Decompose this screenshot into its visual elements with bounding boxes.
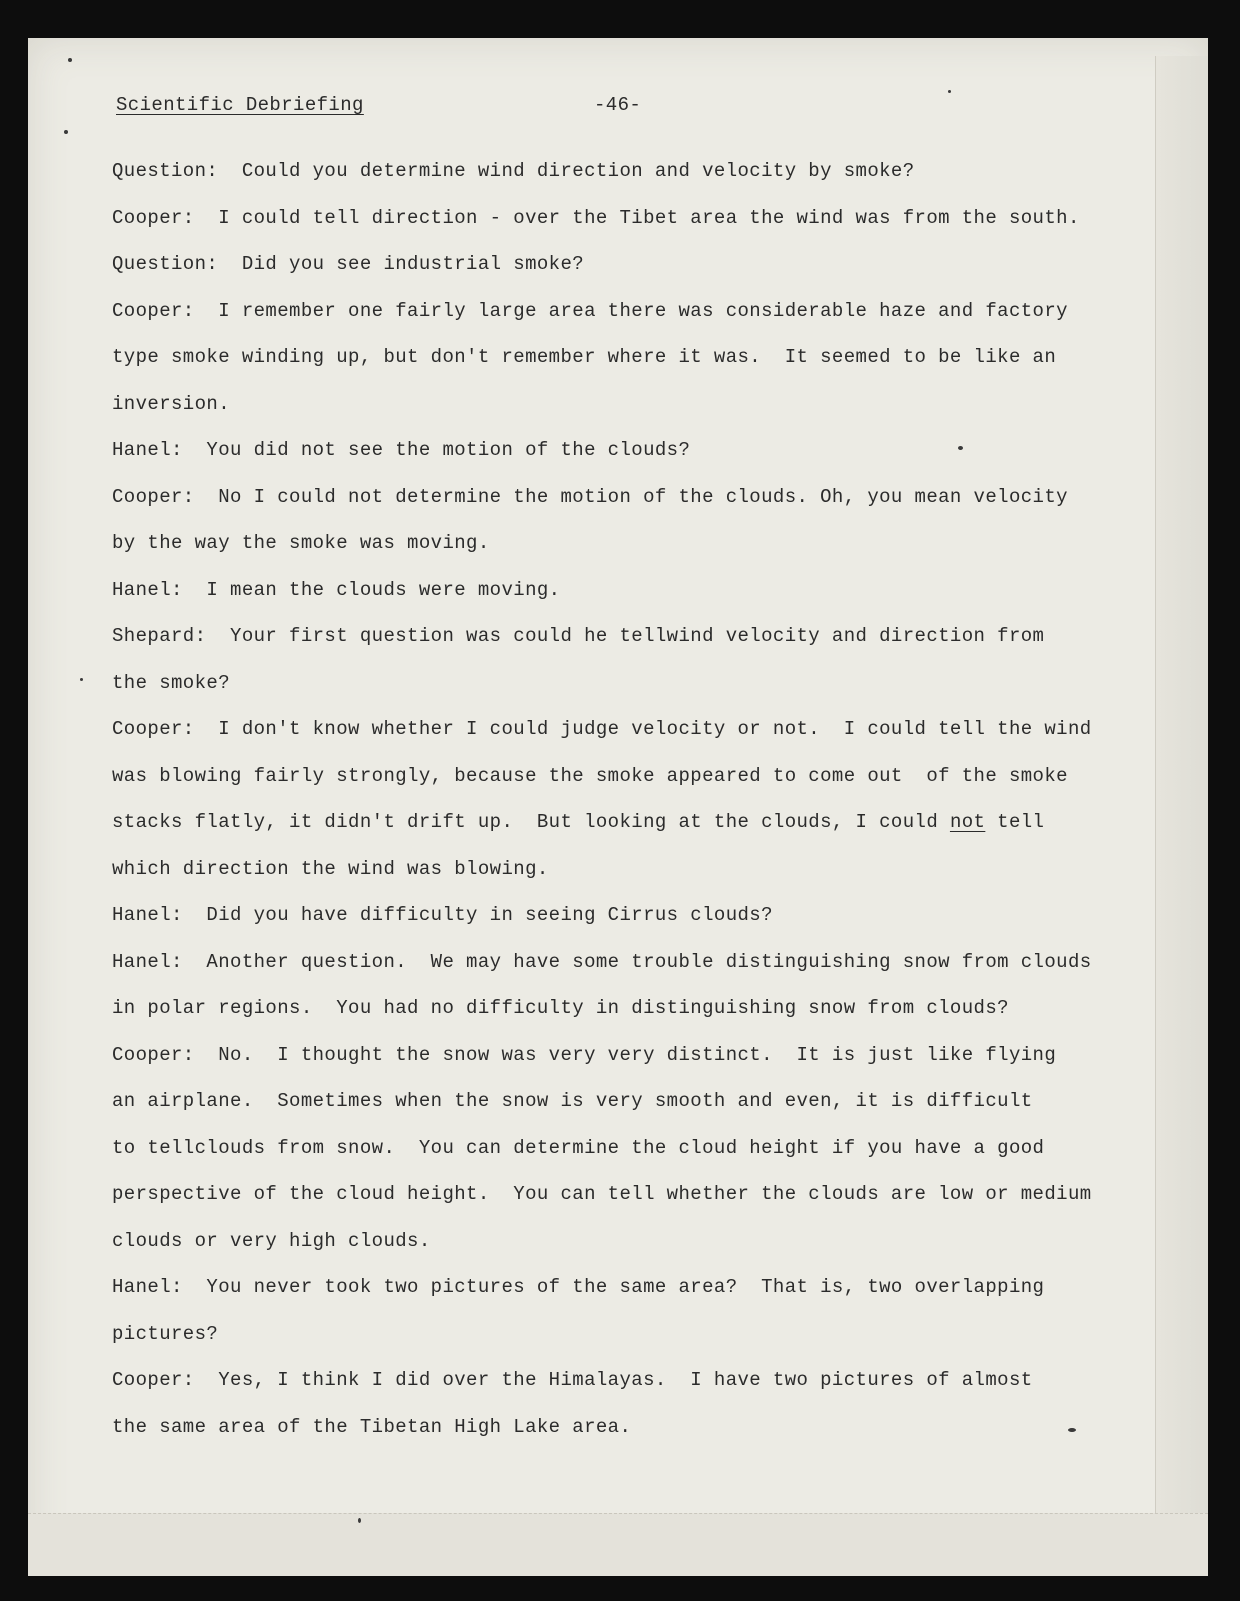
- transcript-line: by the way the smoke was moving.: [112, 532, 490, 554]
- paper-speck: [68, 58, 72, 62]
- transcript-line: Hanel: I mean the clouds were moving.: [112, 578, 561, 601]
- transcript-line: Cooper: I remember one fairly large area there was considerable haze and factory: [112, 299, 1068, 322]
- page-bottom-strip: [28, 1513, 1208, 1576]
- paper-speck: [64, 130, 68, 134]
- transcript-line-with-underline: [112, 811, 1044, 833]
- transcript-line: an airplane. Sometimes when the snow is very smooth and even, it is difficult: [112, 1090, 1033, 1112]
- transcript-line: Cooper: I could tell direction - over the Tibet area the wind was from the south.: [112, 206, 1080, 229]
- transcript-line: Question: Could you determine wind direction and velocity by smoke?: [112, 160, 915, 182]
- paper-speck: [358, 1518, 361, 1523]
- transcript-line: which direction the wind was blowing.: [112, 857, 549, 880]
- page-margin-strip: [1155, 56, 1208, 1556]
- paper-speck: [1068, 1428, 1076, 1432]
- transcript-line: in polar regions. You had no difficulty in distinguishing snow from clouds?: [112, 997, 1009, 1019]
- transcript-line: type smoke winding up, but don't remember where it was. It seemed to be like an: [112, 346, 1057, 368]
- transcript-line: Hanel: You never took two pictures of the same area? That is, two overlapping: [112, 1276, 1045, 1298]
- transcript-line: Hanel: You did not see the motion of the clouds?: [112, 439, 691, 461]
- transcript-line: inversion.: [112, 392, 231, 415]
- page-number: -46-: [594, 94, 642, 116]
- transcript-line: Hanel: Another question. We may have some trouble distinguishing snow from clouds: [112, 950, 1092, 973]
- transcript-line-end: tell: [985, 811, 1045, 833]
- underlined-word: not: [949, 811, 986, 833]
- transcript-line: Cooper: No. I thought the snow was very very distinct. It is just like flying: [112, 1043, 1057, 1066]
- transcript-line: Hanel: Did you have difficulty in seeing Cirrus clouds?: [112, 904, 773, 926]
- transcript-line: Cooper: Yes, I think I did over the Himalayas. I have two pictures of almost: [112, 1369, 1033, 1391]
- transcript-line: Shepard: Your first question was could he tellwind velocity and direction from: [112, 625, 1045, 647]
- transcript-line: to tellclouds from snow. You can determine the cloud height if you have a good: [112, 1136, 1045, 1159]
- page-header: [116, 94, 1116, 124]
- transcript-line: pictures?: [112, 1322, 219, 1345]
- transcript-line: perspective of the cloud height. You can tell whether the clouds are low or medium: [112, 1183, 1092, 1205]
- transcript-line: Cooper: I don't know whether I could judge velocity or not. I could tell the wind: [112, 718, 1092, 740]
- transcript-line: clouds or very high clouds.: [112, 1229, 431, 1252]
- document-page: [28, 38, 1208, 1576]
- document-title: Scientific Debriefing: [116, 94, 364, 116]
- transcript-line: the same area of the Tibetan High Lake area.: [112, 1415, 632, 1438]
- transcript-line: Cooper: No I could not determine the motion of the clouds. Oh, you mean velocity: [112, 485, 1068, 508]
- paper-speck: [80, 678, 83, 681]
- paper-speck: [948, 90, 951, 93]
- transcript-line: the smoke?: [112, 671, 231, 694]
- paper-speck: [958, 446, 963, 450]
- transcript-line-start: stacks flatly, it didn't drift up. But looking at the clouds, I could: [112, 811, 950, 833]
- transcript-line: Question: Did you see industrial smoke?: [112, 253, 585, 275]
- transcript-line: was blowing fairly strongly, because the smoke appeared to come out of the smoke: [112, 764, 1068, 787]
